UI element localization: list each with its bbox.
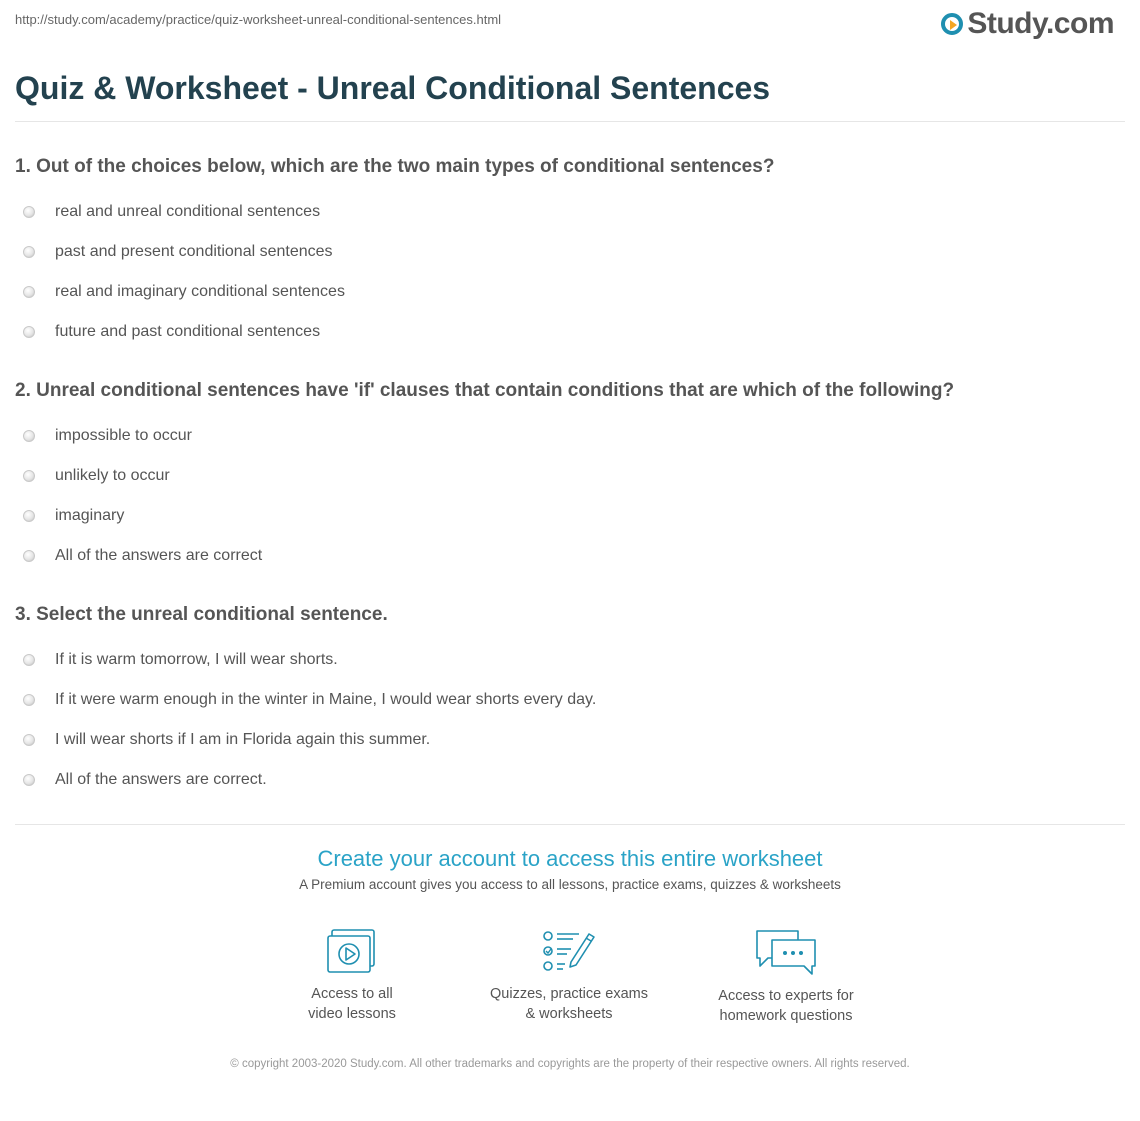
- choice-list: [15, 640, 1125, 800]
- premium-description: A Premium account gives you access to all lessons, practice exams, quizzes & worksheets: [299, 877, 841, 892]
- question-text: 2. Unreal conditional sentences have 'if' clauses that contain conditions that are which of the following?: [15, 380, 955, 401]
- create-account-link[interactable]: Create your account to access this entire worksheet: [317, 846, 823, 871]
- choice-label: All of the answers are correct.: [55, 771, 267, 788]
- feature-label: Quizzes, practice exams & worksheets: [490, 986, 648, 1022]
- radio-button-icon[interactable]: [23, 206, 35, 218]
- logo-text: Study.com: [967, 7, 1114, 40]
- quiz-checklist-icon: [541, 928, 597, 974]
- radio-button-icon[interactable]: [23, 654, 35, 666]
- play-circle-icon: [941, 13, 963, 35]
- choice-list: [15, 192, 1125, 352]
- answer-choice[interactable]: [15, 192, 1125, 232]
- answer-choice[interactable]: [15, 272, 1125, 312]
- choice-label: future and past conditional sentences: [55, 323, 321, 340]
- radio-button-icon[interactable]: [23, 286, 35, 298]
- divider: [15, 121, 1125, 122]
- radio-button-icon[interactable]: [23, 510, 35, 522]
- radio-button-icon[interactable]: [23, 550, 35, 562]
- divider: [15, 824, 1125, 825]
- choice-label: unlikely to occur: [55, 467, 170, 484]
- feature-label: Access to experts for homework questions: [718, 988, 854, 1024]
- feature-label: Access to all video lessons: [308, 986, 396, 1022]
- choice-label: impossible to occur: [55, 427, 192, 444]
- answer-choice[interactable]: [15, 640, 1125, 680]
- radio-button-icon[interactable]: [23, 470, 35, 482]
- radio-button-icon[interactable]: [23, 694, 35, 706]
- top-bar: [0, 0, 1140, 44]
- page-url: http://study.com/academy/practice/quiz-worksheet-unreal-conditional-sentences.html: [15, 12, 502, 27]
- feature-quizzes: [469, 928, 669, 1024]
- chat-bubbles-icon: [754, 928, 818, 976]
- choice-label: real and unreal conditional sentences: [55, 203, 321, 220]
- question-3: [15, 600, 1125, 800]
- answer-choice[interactable]: [15, 496, 1125, 536]
- radio-button-icon[interactable]: [23, 774, 35, 786]
- radio-button-icon[interactable]: [23, 246, 35, 258]
- question-text: 1. Out of the choices below, which are the two main types of conditional sentences?: [15, 156, 775, 177]
- answer-choice[interactable]: [15, 720, 1125, 760]
- answer-choice[interactable]: [15, 536, 1125, 576]
- answer-choice[interactable]: [15, 312, 1125, 352]
- choice-label: If it is warm tomorrow, I will wear shorts.: [55, 651, 338, 668]
- answer-choice[interactable]: [15, 680, 1125, 720]
- feature-video-lessons: [252, 928, 452, 1024]
- copyright-text: © copyright 2003-2020 Study.com. All other trademarks and copyrights are the property of their respective owners. All rights reserved.: [230, 1058, 910, 1070]
- page-title: Quiz & Worksheet - Unreal Conditional Sentences: [15, 70, 771, 106]
- choice-list: [15, 416, 1125, 576]
- question-2: [15, 376, 1125, 576]
- choice-label: imaginary: [55, 507, 125, 524]
- choice-label: I will wear shorts if I am in Florida again this summer.: [55, 731, 431, 748]
- answer-choice[interactable]: [15, 232, 1125, 272]
- question-text: 3. Select the unreal conditional sentence.: [15, 604, 388, 625]
- question-1: [15, 152, 1125, 352]
- study-logo[interactable]: [941, 7, 1114, 41]
- feature-experts: [686, 928, 886, 1026]
- radio-button-icon[interactable]: [23, 734, 35, 746]
- answer-choice[interactable]: [15, 760, 1125, 800]
- radio-button-icon[interactable]: [23, 430, 35, 442]
- choice-label: real and imaginary conditional sentences: [55, 283, 345, 300]
- video-lessons-icon: [326, 928, 378, 974]
- answer-choice[interactable]: [15, 456, 1125, 496]
- answer-choice[interactable]: [15, 416, 1125, 456]
- choice-label: past and present conditional sentences: [55, 243, 333, 260]
- choice-label: All of the answers are correct: [55, 547, 263, 564]
- choice-label: If it were warm enough in the winter in Maine, I would wear shorts every day.: [55, 691, 597, 708]
- radio-button-icon[interactable]: [23, 326, 35, 338]
